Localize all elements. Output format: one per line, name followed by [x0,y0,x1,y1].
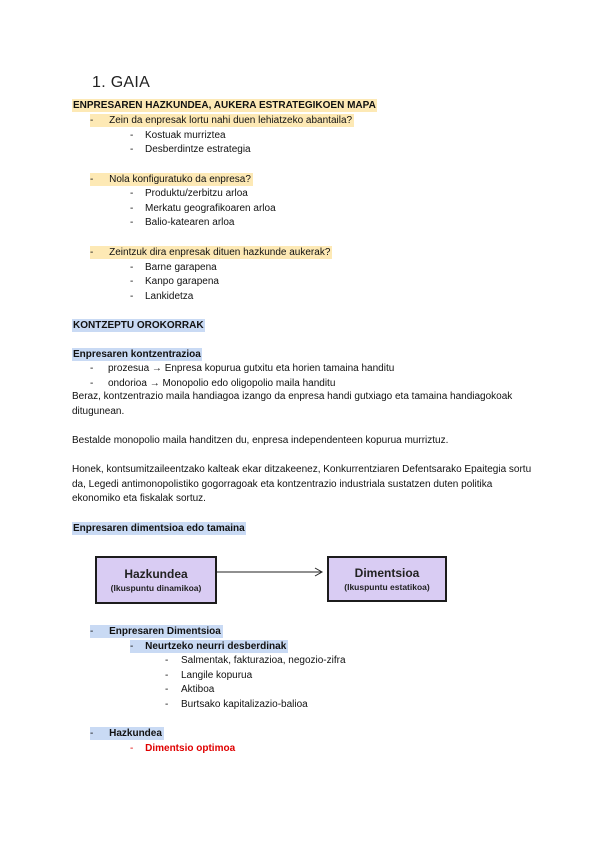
list-item: Salmentak, fakturazioa, negozio-zifra [181,655,346,666]
dimension-box-subtitle: (Ikuspuntu estatikoa) [344,582,430,592]
bullet-dash: - [165,670,169,681]
bullet-dash: - [165,684,169,695]
bullet-dash: - [90,728,94,739]
dimension-box [327,556,447,602]
growth-box-title: Hazkundea [124,567,188,581]
paragraph: Beraz, kontzentrazio maila handiagoa izango da enpresa handi gutxiago eta tamaina handiagokoak ditugunean. [72,391,513,417]
list-item: Balio-katearen arloa [145,217,235,228]
bullet-dash: - [130,130,134,141]
bullet-dash: - [130,276,134,287]
bullet-dash: - [130,291,134,302]
list-item: Barne garapena [145,262,217,273]
page-title: 1. GAIA [92,74,151,91]
dimension-box-title: Dimentsioa [354,566,420,580]
list-label-growth: - Hazkundea [90,728,162,739]
bullet-dash: - [90,378,94,389]
bullet-dash: - [165,699,169,710]
section-heading-strategic-map: ENPRESAREN HAZKUNDEA, AUKERA ESTRATEGIKOEN MAPA [73,100,376,111]
question-1-label: Zein da enpresak lortu nahi duen lehiatzeko abantaila? [109,115,353,126]
list-item: Produktu/zerbitzu arloa [145,188,248,199]
list-item: Merkatu geografikoaren arloa [145,203,276,214]
bullet-dash: - [90,247,94,258]
question-1 [90,114,354,127]
list-item: Kanpo garapena [145,276,219,287]
subheading-dimension: Enpresaren dimentsioa edo tamaina [73,523,245,534]
list-item: Lankidetza [145,291,194,302]
paragraph: Bestalde monopolio maila handitzen du, enpresa independenteen kopurua murriztuz. [72,435,449,446]
bullet-dash: - [130,641,134,652]
question-3-label: Zeintzuk dira enpresak dituen hazkunde aukerak? [109,247,331,258]
bullet-dash: - [90,115,94,126]
growth-box [95,556,217,604]
bullet-dash: - [130,217,134,228]
list-item: ondorioa → Monopolio edo oligopolio maila handitu [108,378,336,389]
bullet-dash: - [130,743,134,754]
list-item: Langile kopurua [181,670,253,681]
list-item: Aktiboa [181,684,215,695]
list-item: Desberdintze estrategia [145,144,251,155]
bullet-dash: - [130,144,134,155]
bullet-dash: - [90,174,94,185]
bullet-dash: - [130,203,134,214]
question-3 [90,246,332,259]
paragraph: Honek, kontsumitzaileentzako kalteak ekar ditzakeenez, Konkurrentziaren Defentsarako Epaitegia sortu da, Legedi antimonopolistiko gogorragoak eta kontzentrazio industriala sustatzen duten politika ekonomiko eta fiskalak sortuz. [72,464,532,504]
bullet-dash: - [130,262,134,273]
bullet-dash: - [130,188,134,199]
bullet-dash: - [90,626,94,637]
bullet-dash: - [90,363,94,374]
bullet-dash: - [165,655,169,666]
question-2-label: Nola konfiguratuko da enpresa? [109,174,251,185]
arrow-connector [217,565,327,579]
question-2 [90,173,253,186]
list-item: Kostuak murriztea [145,130,226,141]
list-sublabel-optimal: - Dimentsio optimoa [130,743,236,754]
subheading-concentration: Enpresaren kontzentrazioa [73,349,201,360]
growth-box-subtitle: (Ikuspuntu dinamikoa) [110,583,202,593]
list-label-dimension: - Enpresaren Dimentsioa [90,626,221,637]
list-item: Burtsako kapitalizazio-balioa [181,699,308,710]
section-heading-general-concepts: KONTZEPTU OROKORRAK [73,320,204,331]
list-sublabel-measures: - Neurtzeko neurri desberdinak [130,641,287,652]
list-item: prozesua → Enpresa kopurua gutxitu eta horien tamaina handitu [108,363,395,374]
